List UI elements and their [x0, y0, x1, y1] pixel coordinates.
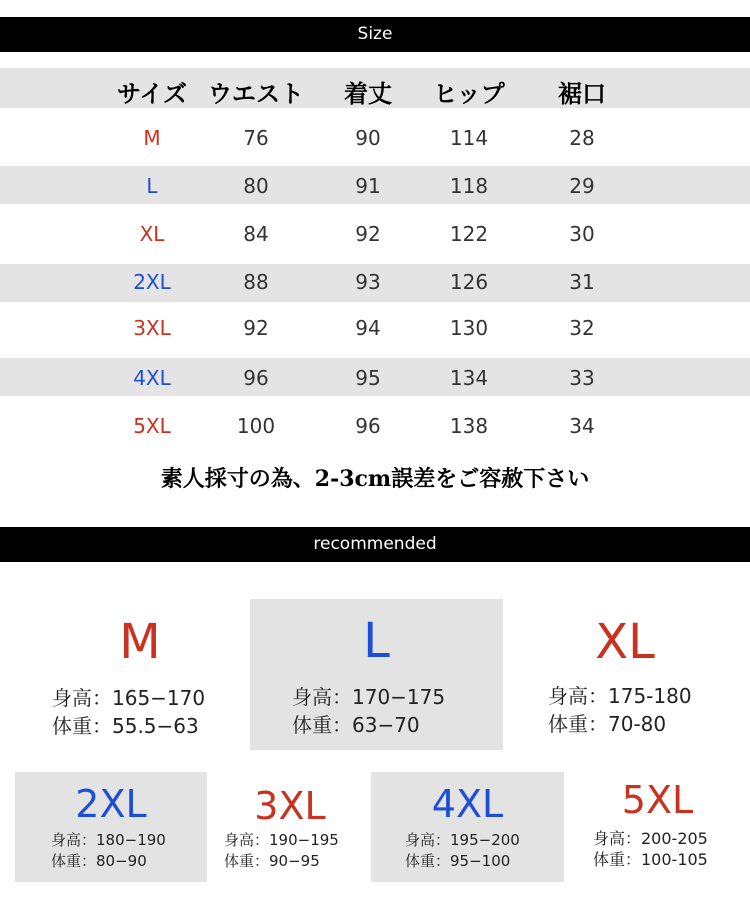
hem-cell: 34 — [569, 414, 595, 438]
hip-cell: 130 — [449, 316, 489, 340]
waist-cell: 92 — [243, 316, 269, 340]
length-cell: 94 — [355, 316, 381, 340]
table-row — [0, 204, 750, 264]
recommend-weight: 体重：70-80 — [548, 712, 667, 736]
length-cell: 91 — [355, 174, 381, 198]
waist-cell: 80 — [243, 174, 269, 198]
recommend-size: 4XL — [431, 782, 504, 826]
table-row — [0, 396, 750, 456]
recommend-card-m — [40, 600, 240, 750]
recommend-size: XL — [595, 614, 655, 670]
recommended-section-header: recommended — [0, 527, 750, 562]
recommend-height: 身高：180−190 — [51, 831, 166, 849]
recommend-card-xl — [520, 600, 730, 750]
table-row — [0, 302, 750, 358]
recommend-details — [52, 684, 205, 740]
waist-cell: 96 — [243, 366, 269, 390]
hip-cell: 118 — [449, 174, 489, 198]
size-cell: M — [143, 126, 161, 150]
length-cell: 96 — [355, 414, 381, 438]
size-cell: 4XL — [133, 366, 171, 390]
length-cell: 93 — [355, 270, 381, 294]
table-header-row — [0, 68, 750, 108]
size-cell: XL — [139, 222, 165, 246]
recommend-card-4xl — [371, 772, 564, 882]
recommend-size: 2XL — [75, 782, 147, 826]
recommend-weight: 体重：55.5−63 — [52, 714, 199, 738]
hem-cell: 28 — [569, 126, 595, 150]
hem-cell: 32 — [569, 316, 595, 340]
header-hem: 裾口 — [558, 79, 606, 108]
recommend-weight: 体重：90−95 — [224, 852, 320, 870]
hem-cell: 30 — [569, 222, 595, 246]
recommend-card-2xl — [15, 772, 207, 882]
recommend-card-l — [250, 599, 503, 750]
waist-cell: 84 — [243, 222, 269, 246]
length-cell: 95 — [355, 366, 381, 390]
hem-cell: 31 — [569, 270, 595, 294]
size-section-header: Size — [0, 17, 750, 52]
hip-cell: 138 — [449, 414, 489, 438]
recommend-details — [593, 828, 708, 870]
measurement-note: 素人採寸の為、2-3cm誤差をご容赦下さい — [160, 466, 590, 492]
header-waist: ウエスト — [208, 79, 304, 108]
waist-cell: 76 — [243, 126, 269, 150]
size-table — [0, 68, 750, 456]
recommend-weight: 体重：100-105 — [593, 850, 708, 869]
size-cell: 5XL — [133, 414, 171, 438]
length-cell: 90 — [355, 126, 381, 150]
size-cell: L — [146, 174, 158, 198]
recommend-size: 3XL — [254, 784, 326, 828]
recommend-weight: 体重：95−100 — [405, 852, 511, 870]
size-cell: 2XL — [133, 270, 171, 294]
recommend-details — [405, 830, 520, 872]
table-row — [0, 264, 750, 302]
waist-cell: 88 — [243, 270, 269, 294]
hem-cell: 33 — [569, 366, 595, 390]
recommend-height: 身高：170−175 — [292, 685, 446, 709]
recommend-details — [548, 682, 692, 738]
hip-cell: 134 — [449, 366, 489, 390]
recommend-details — [224, 830, 339, 872]
recommend-height: 身高：190−195 — [224, 831, 339, 849]
recommend-height: 身高：175-180 — [548, 684, 692, 708]
hip-cell: 114 — [449, 126, 489, 150]
recommend-size: M — [119, 614, 161, 670]
recommend-height: 身高：165−170 — [52, 686, 206, 710]
size-cell: 3XL — [133, 316, 171, 340]
header-hip: ヒップ — [433, 79, 505, 108]
length-cell: 92 — [355, 222, 381, 246]
waist-cell: 100 — [236, 414, 276, 438]
recommend-details — [292, 683, 445, 739]
recommend-card-5xl — [575, 772, 740, 882]
hip-cell: 126 — [449, 270, 489, 294]
table-row — [0, 108, 750, 166]
recommend-height: 身高：195−200 — [405, 831, 520, 849]
header-size: サイズ — [116, 79, 188, 108]
hem-cell: 29 — [569, 174, 595, 198]
recommend-card-3xl — [210, 772, 370, 882]
recommend-weight: 体重：63−70 — [292, 713, 420, 737]
recommend-size: L — [363, 613, 390, 669]
header-length: 着丈 — [344, 79, 392, 108]
recommend-height: 身高：200-205 — [593, 829, 708, 848]
table-row — [0, 358, 750, 396]
recommend-size: 5XL — [621, 778, 694, 822]
recommend-details — [51, 830, 166, 872]
recommend-weight: 体重：80−90 — [51, 852, 147, 870]
table-row — [0, 166, 750, 204]
hip-cell: 122 — [449, 222, 489, 246]
